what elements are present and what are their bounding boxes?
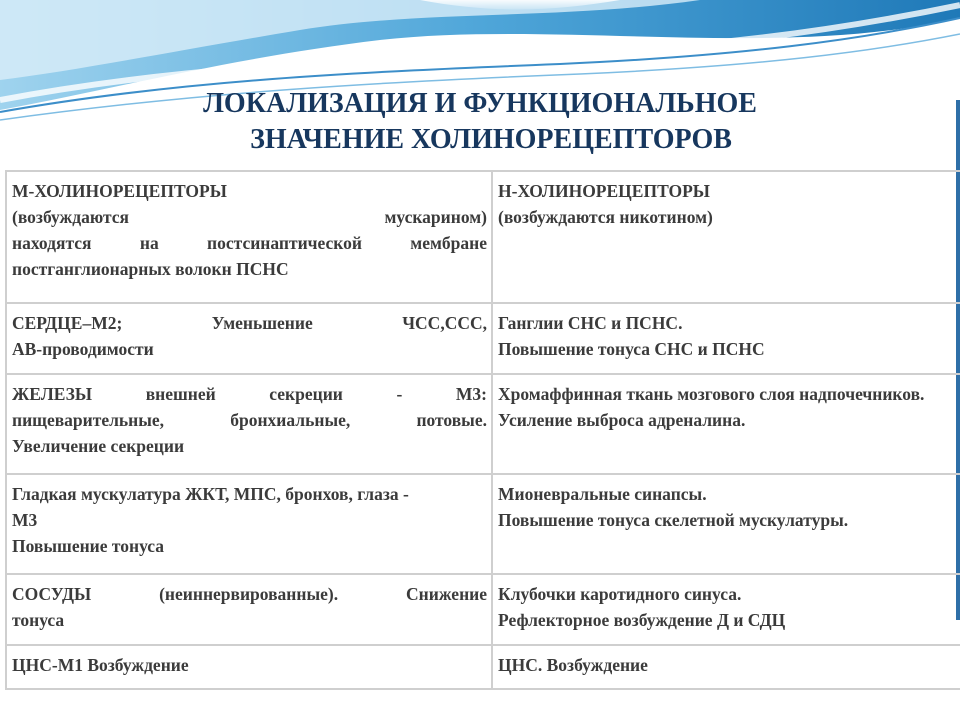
table-cell-m-header — [6, 171, 492, 303]
cholinoreceptor-table — [5, 170, 960, 690]
cell-line: (возбуждаются никотином) — [498, 207, 713, 227]
cell-line: Хромаффинная ткань мозгового слоя надпочечников. — [498, 384, 925, 404]
title-line-2: ЗНАЧЕНИЕ ХОЛИНОРЕЦЕПТОРОВ — [250, 124, 732, 155]
cell-line: М3 — [12, 510, 38, 530]
cell-line: пищеварительные, бронхиальные, потовые. — [12, 410, 487, 430]
table-row — [6, 574, 960, 645]
table-cell — [6, 374, 492, 474]
table-cell — [492, 645, 960, 689]
slide-title — [120, 86, 840, 158]
table-cell — [492, 574, 960, 645]
table-cell-n-header — [492, 171, 960, 303]
cell-line: Мионевральные синапсы. — [498, 484, 707, 504]
cell-line: Увеличение секреции — [12, 436, 185, 456]
cell-line: находятся на постсинаптической мембране — [12, 233, 487, 253]
table-row — [6, 303, 960, 374]
cell-line: ЦНС. Возбуждение — [498, 655, 648, 675]
table-row — [6, 645, 960, 689]
cell-line: СОСУДЫ (неиннервированные). Снижение — [12, 584, 487, 604]
table-row — [6, 374, 960, 474]
cell-line: Повышение тонуса скелетной мускулатуры. — [498, 510, 849, 530]
table-cell — [6, 474, 492, 574]
table-cell — [6, 303, 492, 374]
cell-line: ЖЕЛЕЗЫ внешней секреции - М3: — [12, 384, 487, 404]
table-cell — [6, 645, 492, 689]
cell-line: Повышение тонуса — [12, 536, 165, 556]
cell-line: М-ХОЛИНОРЕЦЕПТОРЫ — [12, 181, 227, 201]
table-cell — [492, 303, 960, 374]
table-cell — [492, 374, 960, 474]
cell-line: постганглионарных волокн ПСНС — [12, 259, 289, 279]
cell-line: ЦНС-М1 Возбуждение — [12, 655, 189, 675]
cell-line: Клубочки каротидного синуса. — [498, 584, 742, 604]
cell-line: Повышение тонуса СНС и ПСНС — [498, 339, 765, 359]
title-line-1: ЛОКАЛИЗАЦИЯ И ФУНКЦИОНАЛЬНОЕ — [203, 88, 757, 119]
cell-line: СЕРДЦЕ–М2; Уменьшение ЧСС,ССС, — [12, 313, 487, 333]
table-cell — [492, 474, 960, 574]
cell-line: Усиление выброса адреналина. — [498, 410, 746, 430]
cell-line: (возбуждаются мускарином) — [12, 207, 487, 227]
cell-line: тонуса — [12, 610, 65, 630]
cell-line: Гладкая мускулатура ЖКТ, МПС, бронхов, глаза - — [12, 484, 409, 504]
table-row — [6, 474, 960, 574]
cell-line: Н-ХОЛИНОРЕЦЕПТОРЫ — [498, 181, 710, 201]
table-cell — [6, 574, 492, 645]
cell-line: Рефлекторное возбуждение Д и СДЦ — [498, 610, 786, 630]
table-row — [6, 171, 960, 303]
cell-line: АВ-проводимости — [12, 339, 154, 359]
cell-line: Ганглии СНС и ПСНС. — [498, 313, 683, 333]
